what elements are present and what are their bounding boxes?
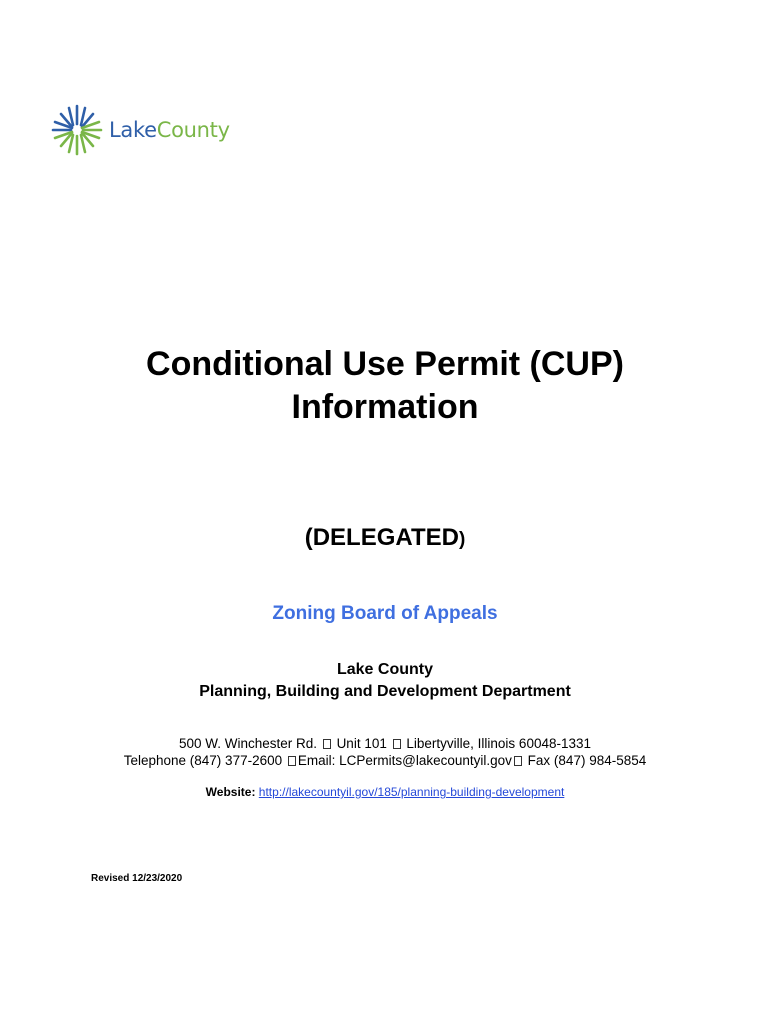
separator-box-icon xyxy=(393,739,401,749)
department-name: Planning, Building and Development Department xyxy=(199,683,571,700)
contact-line xyxy=(0,752,770,770)
document-title-line-1: Conditional Use Permit (CUP) xyxy=(146,345,624,383)
logo-wordmark xyxy=(109,117,230,142)
board-name: Zoning Board of Appeals xyxy=(272,603,498,624)
logo-wordmark-lake: Lake xyxy=(109,117,157,142)
separator-box-icon xyxy=(288,756,296,766)
separator-box-icon xyxy=(514,756,522,766)
email: Email: LCPermits@lakecountyil.gov xyxy=(297,753,512,768)
website-label: Website: xyxy=(205,785,256,799)
revision-date: Revised 12/23/2020 xyxy=(91,873,183,884)
delegated-close-paren: ) xyxy=(458,529,466,550)
telephone: Telephone (847) 377-2600 xyxy=(123,753,283,768)
website-link[interactable]: http://lakecountyil.gov/185/planning-building-development xyxy=(258,785,565,799)
unit-number: Unit 101 xyxy=(336,736,387,751)
address-line xyxy=(0,735,770,753)
delegated-subtitle xyxy=(0,523,770,555)
website-line xyxy=(0,784,770,800)
lake-county-logo xyxy=(50,102,230,158)
delegated-text: (DELEGATED xyxy=(304,524,459,551)
document-title-line-2: Information xyxy=(291,388,479,426)
city-state-zip: Libertyville, Illinois 60048-1331 xyxy=(406,736,592,751)
organization-name: Lake County xyxy=(336,661,433,678)
fax: Fax (847) 984-5854 xyxy=(527,753,647,768)
starburst-logo-icon xyxy=(50,103,104,157)
street-address: 500 W. Winchester Rd. xyxy=(178,736,318,751)
separator-box-icon xyxy=(323,739,331,749)
logo-wordmark-county: County xyxy=(156,117,230,142)
